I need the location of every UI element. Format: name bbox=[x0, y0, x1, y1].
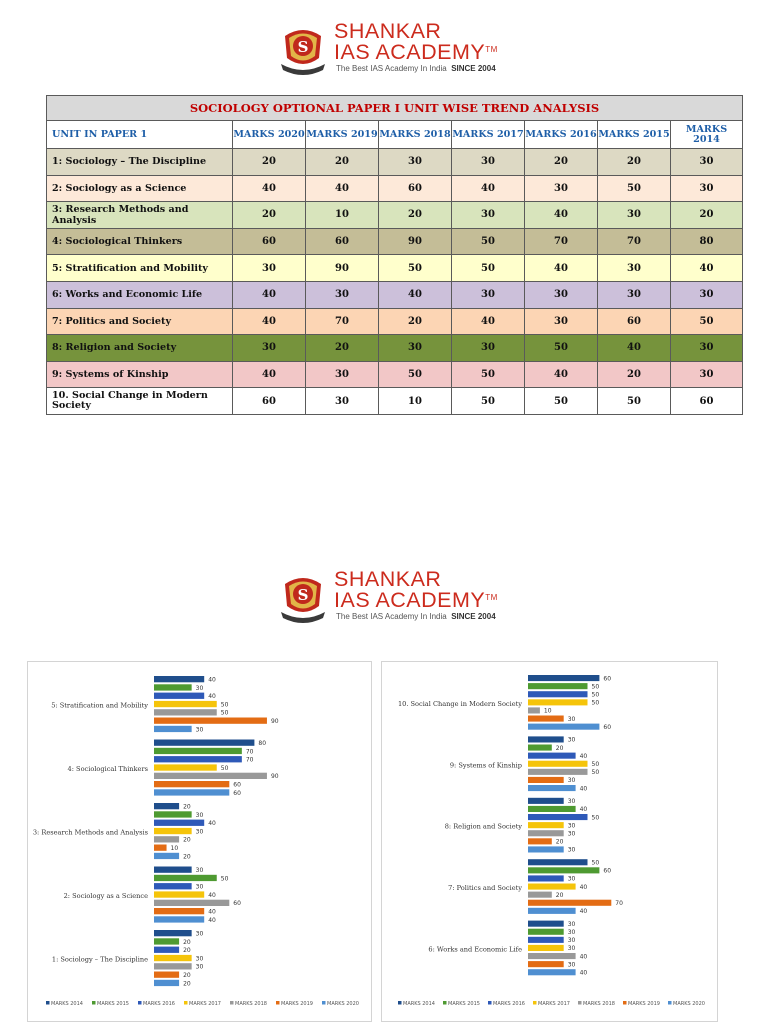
bar bbox=[528, 953, 576, 959]
marks-cell: 60 bbox=[306, 228, 379, 255]
marks-cell: 30 bbox=[598, 255, 671, 282]
bar bbox=[528, 777, 564, 783]
unit-cell: 8: Religion and Society bbox=[47, 335, 233, 362]
unit-cell: 2: Sociology as a Science bbox=[47, 175, 233, 202]
bar bbox=[154, 836, 179, 842]
bar-value-label: 50 bbox=[591, 814, 600, 822]
legend-entry: MARKS 2016 bbox=[143, 1001, 175, 1007]
marks-cell: 40 bbox=[671, 255, 743, 282]
brand-tagline: The Best IAS Academy In India SINCE 2004 bbox=[336, 64, 496, 73]
bar-value-label: 90 bbox=[270, 773, 279, 781]
bar-value-label: 60 bbox=[603, 867, 612, 875]
bar-value-label: 40 bbox=[208, 676, 216, 684]
marks-cell: 30 bbox=[306, 281, 379, 308]
marks-cell: 30 bbox=[525, 281, 598, 308]
unit-cell: 10. Social Change in Modern Society bbox=[47, 388, 233, 415]
marks-cell: 40 bbox=[452, 308, 525, 335]
bar bbox=[154, 764, 217, 770]
bar bbox=[154, 718, 267, 724]
trademark: TM bbox=[485, 593, 498, 602]
year-column-header: MARKS 2016 bbox=[525, 121, 598, 149]
legend-swatch bbox=[668, 1001, 672, 1005]
bar bbox=[154, 789, 229, 795]
brand-name-line1: SHANKAR bbox=[334, 567, 442, 591]
svg-text:S: S bbox=[297, 38, 309, 56]
unit-cell: 5: Stratification and Mobility bbox=[47, 255, 233, 282]
year-column-header: MARKS 2015 bbox=[598, 121, 671, 149]
bar-value-label: 30 bbox=[567, 715, 576, 723]
marks-cell: 30 bbox=[671, 281, 743, 308]
bar-value-label: 30 bbox=[567, 830, 576, 838]
category-label: 3: Research Methods and Analysis bbox=[32, 828, 148, 837]
legend-swatch bbox=[138, 1001, 142, 1005]
bar-value-label: 70 bbox=[615, 900, 623, 907]
bar-value-label: 40 bbox=[208, 693, 216, 701]
legend-swatch bbox=[92, 1001, 96, 1005]
bar bbox=[528, 822, 564, 828]
marks-cell: 90 bbox=[306, 255, 379, 282]
bar-value-label: 40 bbox=[208, 820, 216, 828]
academy-logo bbox=[279, 20, 499, 78]
table-row bbox=[47, 281, 743, 308]
bar-value-label: 30 bbox=[567, 875, 576, 883]
category-label: 1: Sociology – The Discipline bbox=[51, 955, 148, 964]
marks-cell: 50 bbox=[525, 388, 598, 415]
brand-name-line1: SHANKAR bbox=[334, 19, 442, 43]
bar-value-label: 50 bbox=[591, 683, 600, 691]
bar bbox=[528, 945, 564, 951]
marks-cell: 40 bbox=[233, 361, 306, 388]
year-column-header: MARKS 2018 bbox=[379, 121, 452, 149]
marks-cell: 20 bbox=[598, 361, 671, 388]
bar bbox=[528, 798, 564, 804]
bar-value-label: 30 bbox=[195, 828, 204, 836]
legend-swatch bbox=[276, 1001, 280, 1005]
bar-value-label: 40 bbox=[579, 953, 588, 961]
marks-cell: 40 bbox=[525, 255, 598, 282]
marks-cell: 90 bbox=[379, 228, 452, 255]
legend-entry: MARKS 2014 bbox=[403, 1001, 435, 1007]
bar-value-label: 20 bbox=[183, 853, 191, 861]
left-bar-chart bbox=[27, 661, 372, 1022]
bar bbox=[528, 745, 552, 751]
bar bbox=[154, 756, 242, 762]
year-column-header: MARKS 2014 bbox=[671, 121, 743, 149]
bar bbox=[154, 740, 254, 746]
bar bbox=[154, 726, 192, 732]
bar-value-label: 20 bbox=[183, 938, 191, 946]
bar-value-label: 10 bbox=[543, 707, 552, 715]
marks-cell: 80 bbox=[671, 228, 743, 255]
bar bbox=[154, 955, 192, 961]
bar bbox=[528, 867, 599, 873]
marks-cell: 40 bbox=[233, 308, 306, 335]
marks-cell: 60 bbox=[671, 388, 743, 415]
legend-swatch bbox=[46, 1001, 50, 1005]
bar-value-label: 60 bbox=[233, 781, 241, 789]
category-label: 9: Systems of Kinship bbox=[449, 761, 522, 770]
brand-name-line2: IAS ACADEMY™ bbox=[334, 40, 498, 64]
marks-cell: 30 bbox=[306, 361, 379, 388]
year-column-header: MARKS 2019 bbox=[306, 121, 379, 149]
bar bbox=[528, 769, 588, 775]
bar bbox=[528, 785, 576, 791]
marks-cell: 70 bbox=[598, 228, 671, 255]
bar-value-label: 40 bbox=[579, 883, 588, 891]
bar bbox=[528, 736, 564, 742]
bar bbox=[528, 961, 564, 967]
unit-cell: 6: Works and Economic Life bbox=[47, 281, 233, 308]
bar bbox=[528, 908, 576, 914]
unit-cell: 4: Sociological Thinkers bbox=[47, 228, 233, 255]
bar bbox=[154, 908, 204, 914]
marks-cell: 30 bbox=[379, 335, 452, 362]
bar-value-label: 20 bbox=[183, 803, 191, 811]
marks-cell: 40 bbox=[379, 281, 452, 308]
bar-value-label: 60 bbox=[233, 789, 241, 797]
marks-cell: 30 bbox=[233, 335, 306, 362]
marks-cell: 30 bbox=[452, 335, 525, 362]
legend-entry: MARKS 2019 bbox=[281, 1001, 313, 1007]
bar-value-label: 50 bbox=[591, 859, 600, 867]
bar-value-label: 30 bbox=[567, 822, 576, 830]
marks-cell: 40 bbox=[598, 335, 671, 362]
bar bbox=[154, 930, 192, 936]
bar bbox=[528, 921, 564, 927]
marks-cell: 30 bbox=[671, 361, 743, 388]
bar-value-label: 60 bbox=[233, 900, 241, 908]
marks-cell: 50 bbox=[452, 361, 525, 388]
bar bbox=[154, 875, 217, 881]
marks-cell: 40 bbox=[525, 361, 598, 388]
legend-entry: MARKS 2020 bbox=[673, 1001, 705, 1007]
bar-value-label: 30 bbox=[567, 846, 576, 854]
marks-cell: 50 bbox=[379, 255, 452, 282]
marks-cell: 20 bbox=[379, 202, 452, 229]
right-bar-chart-svg bbox=[382, 662, 717, 1021]
bar-value-label: 30 bbox=[195, 930, 204, 938]
bar bbox=[154, 803, 179, 809]
bar-value-label: 40 bbox=[208, 891, 216, 899]
category-label: 6: Works and Economic Life bbox=[428, 945, 522, 954]
category-label: 4: Sociological Thinkers bbox=[67, 765, 148, 774]
legend-swatch bbox=[488, 1001, 492, 1005]
bar bbox=[528, 724, 599, 730]
legend-entry: MARKS 2015 bbox=[97, 1001, 129, 1007]
bar-value-label: 70 bbox=[245, 748, 254, 756]
marks-cell: 30 bbox=[452, 202, 525, 229]
legend-entry: MARKS 2019 bbox=[628, 1001, 660, 1007]
marks-cell: 30 bbox=[233, 255, 306, 282]
bar bbox=[154, 867, 192, 873]
bar bbox=[528, 884, 576, 890]
bar bbox=[528, 900, 611, 906]
bar-value-label: 50 bbox=[220, 709, 229, 717]
legend-swatch bbox=[623, 1001, 627, 1005]
bar bbox=[528, 892, 552, 898]
marks-cell: 50 bbox=[525, 335, 598, 362]
legend-entry: MARKS 2017 bbox=[189, 1001, 221, 1007]
bar bbox=[528, 761, 588, 767]
bar-value-label: 20 bbox=[183, 972, 191, 979]
bar bbox=[154, 781, 229, 787]
marks-cell: 60 bbox=[379, 175, 452, 202]
bar-value-label: 40 bbox=[579, 806, 588, 814]
bar bbox=[528, 859, 588, 865]
bar bbox=[154, 676, 204, 682]
marks-cell: 60 bbox=[598, 308, 671, 335]
bar-value-label: 40 bbox=[579, 908, 588, 916]
bar-value-label: 60 bbox=[603, 675, 612, 683]
bar bbox=[154, 883, 192, 889]
bar bbox=[154, 938, 179, 944]
unit-cell: 7: Politics and Society bbox=[47, 308, 233, 335]
bar-value-label: 30 bbox=[195, 684, 204, 692]
marks-cell: 30 bbox=[671, 335, 743, 362]
marks-cell: 40 bbox=[233, 175, 306, 202]
marks-cell: 50 bbox=[452, 228, 525, 255]
table-row bbox=[47, 228, 743, 255]
marks-cell: 30 bbox=[598, 202, 671, 229]
bar bbox=[528, 707, 540, 713]
legend-entry: MARKS 2014 bbox=[51, 1001, 83, 1007]
bar bbox=[154, 701, 217, 707]
bar-value-label: 50 bbox=[220, 875, 229, 883]
unit-cell: 3: Research Methods and Analysis bbox=[47, 202, 233, 229]
marks-cell: 30 bbox=[598, 281, 671, 308]
bar-value-label: 30 bbox=[195, 811, 204, 819]
bar-value-label: 30 bbox=[195, 955, 204, 963]
left-bar-chart-svg bbox=[28, 662, 371, 1021]
bar bbox=[154, 980, 179, 986]
legend-entry: MARKS 2018 bbox=[583, 1001, 615, 1007]
table-row bbox=[47, 308, 743, 335]
bar bbox=[528, 846, 564, 852]
trademark: TM bbox=[485, 45, 498, 54]
table-row bbox=[47, 255, 743, 282]
bar bbox=[154, 709, 217, 715]
bar bbox=[154, 845, 167, 851]
marks-cell: 20 bbox=[598, 149, 671, 176]
trend-analysis-table bbox=[46, 95, 743, 415]
bar bbox=[154, 684, 192, 690]
legend-entry: MARKS 2017 bbox=[538, 1001, 570, 1007]
bar-value-label: 30 bbox=[195, 883, 204, 891]
marks-cell: 50 bbox=[598, 388, 671, 415]
legend-swatch bbox=[443, 1001, 447, 1005]
category-label: 8: Religion and Society bbox=[444, 822, 522, 831]
bar-value-label: 40 bbox=[208, 916, 216, 924]
bar bbox=[154, 947, 179, 953]
marks-cell: 30 bbox=[525, 175, 598, 202]
bar bbox=[154, 963, 192, 969]
bar-value-label: 20 bbox=[183, 836, 191, 844]
bar-value-label: 20 bbox=[183, 980, 191, 988]
svg-text:S: S bbox=[297, 586, 309, 604]
marks-cell: 40 bbox=[233, 281, 306, 308]
year-column-header: MARKS 2017 bbox=[452, 121, 525, 149]
bar-value-label: 20 bbox=[555, 891, 564, 899]
marks-cell: 30 bbox=[671, 175, 743, 202]
marks-cell: 30 bbox=[379, 149, 452, 176]
bar bbox=[154, 891, 204, 897]
table-title-row bbox=[47, 96, 743, 121]
table-row bbox=[47, 175, 743, 202]
bar-value-label: 90 bbox=[270, 718, 279, 725]
marks-cell: 30 bbox=[671, 149, 743, 176]
marks-cell: 40 bbox=[452, 175, 525, 202]
bar bbox=[154, 900, 229, 906]
marks-cell: 30 bbox=[452, 149, 525, 176]
bar-value-label: 30 bbox=[567, 945, 576, 953]
table-row bbox=[47, 361, 743, 388]
bar bbox=[528, 875, 564, 881]
marks-cell: 30 bbox=[306, 388, 379, 415]
bar bbox=[528, 675, 599, 681]
bar-value-label: 30 bbox=[195, 726, 204, 734]
legend-swatch bbox=[578, 1001, 582, 1005]
bar bbox=[154, 828, 192, 834]
year-column-header: MARKS 2020 bbox=[233, 121, 306, 149]
bar bbox=[154, 693, 204, 699]
unit-column-header: UNIT IN PAPER 1 bbox=[47, 121, 233, 149]
marks-cell: 20 bbox=[525, 149, 598, 176]
bar-value-label: 50 bbox=[591, 691, 600, 699]
marks-cell: 20 bbox=[379, 308, 452, 335]
bar-value-label: 50 bbox=[591, 769, 600, 777]
bar-value-label: 10 bbox=[170, 845, 179, 852]
table-row bbox=[47, 149, 743, 176]
bar-value-label: 30 bbox=[567, 937, 576, 945]
category-label: 7: Politics and Society bbox=[448, 884, 522, 893]
bar bbox=[528, 716, 564, 722]
right-bar-chart bbox=[381, 661, 718, 1022]
legend-swatch bbox=[398, 1001, 402, 1005]
bar bbox=[528, 838, 552, 844]
bar-value-label: 50 bbox=[220, 701, 229, 709]
bar bbox=[154, 972, 179, 978]
bar bbox=[154, 811, 192, 817]
marks-cell: 70 bbox=[525, 228, 598, 255]
bar bbox=[528, 691, 588, 697]
bar-value-label: 30 bbox=[195, 867, 204, 874]
bar bbox=[528, 699, 588, 705]
marks-cell: 20 bbox=[233, 202, 306, 229]
legend-entry: MARKS 2016 bbox=[493, 1001, 525, 1007]
bar-value-label: 30 bbox=[567, 929, 576, 936]
marks-cell: 20 bbox=[233, 149, 306, 176]
marks-cell: 50 bbox=[452, 255, 525, 282]
marks-cell: 20 bbox=[671, 202, 743, 229]
marks-cell: 30 bbox=[525, 308, 598, 335]
bar bbox=[528, 969, 576, 975]
brand-name-line2: IAS ACADEMY™ bbox=[334, 588, 498, 612]
bar bbox=[154, 916, 204, 922]
marks-cell: 50 bbox=[379, 361, 452, 388]
marks-cell: 50 bbox=[452, 388, 525, 415]
marks-cell: 60 bbox=[233, 388, 306, 415]
bar-value-label: 40 bbox=[579, 752, 588, 760]
bar-value-label: 40 bbox=[579, 969, 588, 977]
bar bbox=[528, 683, 588, 689]
bar bbox=[528, 814, 588, 820]
bar-value-label: 20 bbox=[183, 947, 191, 955]
bar-value-label: 30 bbox=[567, 961, 576, 969]
marks-cell: 50 bbox=[598, 175, 671, 202]
table-row bbox=[47, 202, 743, 229]
marks-cell: 10 bbox=[306, 202, 379, 229]
academy-logo bbox=[279, 568, 499, 626]
shield-emblem-icon bbox=[279, 22, 327, 76]
bar-value-label: 30 bbox=[567, 736, 576, 744]
marks-cell: 10 bbox=[379, 388, 452, 415]
bar-value-label: 30 bbox=[567, 920, 576, 928]
table-body bbox=[47, 149, 743, 415]
bar bbox=[528, 753, 576, 759]
marks-cell: 70 bbox=[306, 308, 379, 335]
bar bbox=[528, 937, 564, 943]
bar bbox=[154, 748, 242, 754]
bar-value-label: 60 bbox=[603, 723, 612, 731]
bar-value-label: 30 bbox=[195, 963, 204, 971]
bar-value-label: 50 bbox=[591, 761, 600, 768]
bar-value-label: 30 bbox=[567, 798, 576, 806]
legend-swatch bbox=[230, 1001, 234, 1005]
legend-entry: MARKS 2015 bbox=[448, 1001, 480, 1007]
shield-emblem-icon bbox=[279, 570, 327, 624]
category-label: 10. Social Change in Modern Society bbox=[397, 699, 522, 708]
bar-value-label: 40 bbox=[208, 908, 216, 916]
legend-swatch bbox=[322, 1001, 326, 1005]
bar bbox=[154, 853, 179, 859]
bar-value-label: 70 bbox=[245, 756, 254, 764]
table-header-row bbox=[47, 121, 743, 149]
legend-entry: MARKS 2020 bbox=[327, 1001, 359, 1007]
legend-swatch bbox=[184, 1001, 188, 1005]
bar-value-label: 50 bbox=[591, 699, 600, 707]
legend-swatch bbox=[533, 1001, 537, 1005]
marks-cell: 20 bbox=[306, 335, 379, 362]
brand-tagline: The Best IAS Academy In India SINCE 2004 bbox=[336, 612, 496, 621]
bar bbox=[528, 806, 576, 812]
marks-cell: 60 bbox=[233, 228, 306, 255]
bar-value-label: 50 bbox=[220, 764, 229, 772]
table-row bbox=[47, 335, 743, 362]
bar bbox=[528, 929, 564, 935]
unit-cell: 9: Systems of Kinship bbox=[47, 361, 233, 388]
bar-value-label: 20 bbox=[555, 838, 564, 846]
bar-value-label: 20 bbox=[555, 744, 564, 752]
bar-value-label: 30 bbox=[567, 777, 576, 785]
bar-value-label: 40 bbox=[579, 785, 588, 793]
table-title: SOCIOLOGY OPTIONAL PAPER I UNIT WISE TREND ANALYSIS bbox=[47, 96, 743, 121]
bar bbox=[528, 830, 564, 836]
marks-cell: 20 bbox=[306, 149, 379, 176]
bar bbox=[154, 773, 267, 779]
category-label: 2: Sociology as a Science bbox=[63, 892, 148, 901]
table-row bbox=[47, 388, 743, 415]
unit-cell: 1: Sociology – The Discipline bbox=[47, 149, 233, 176]
marks-cell: 50 bbox=[671, 308, 743, 335]
marks-cell: 40 bbox=[525, 202, 598, 229]
category-label: 5: Stratification and Mobility bbox=[51, 701, 148, 710]
marks-cell: 40 bbox=[306, 175, 379, 202]
marks-cell: 30 bbox=[452, 281, 525, 308]
legend-entry: MARKS 2018 bbox=[235, 1001, 267, 1007]
bar-value-label: 80 bbox=[258, 740, 267, 747]
bar bbox=[154, 820, 204, 826]
